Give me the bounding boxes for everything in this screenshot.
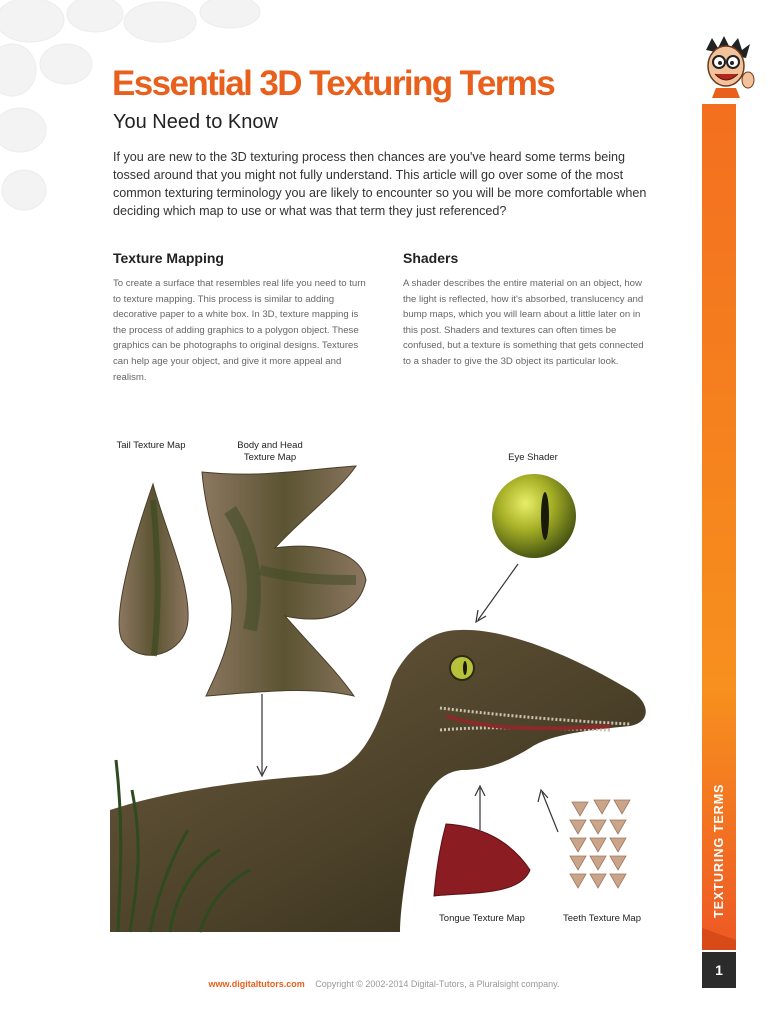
section-heading: Texture Mapping: [113, 250, 224, 266]
teeth-texture-map: [570, 800, 630, 888]
footer-site-link[interactable]: www.digitaltutors.com: [208, 979, 305, 989]
dinosaur-illustration: [110, 430, 670, 940]
page-title: Essential 3D Texturing Terms: [112, 64, 555, 103]
dinosaur-model: [110, 630, 646, 932]
caption-teeth: Teeth Texture Map: [563, 913, 641, 924]
eye-arrow: [478, 564, 518, 620]
body-head-texture-map: [202, 466, 366, 696]
caption-tongue: Tongue Texture Map: [439, 913, 525, 924]
eye-shader-sphere: [492, 474, 576, 558]
tongue-texture-map: [434, 824, 530, 896]
section-texture-mapping: [113, 250, 368, 385]
caption-tail: Tail Texture Map: [116, 440, 186, 451]
caption-eye-shader: Eye Shader: [508, 452, 558, 463]
sidebar-notch: [702, 928, 736, 950]
footer-copyright: Copyright © 2002-2014 Digital-Tutors, a Pluralsight company.: [315, 979, 560, 989]
page-subtitle: You Need to Know: [113, 111, 278, 133]
page-footer: [0, 979, 768, 989]
caption-body-head: Body and Head Texture Map: [237, 440, 303, 463]
page-number: 1: [702, 952, 736, 988]
sidebar-section-label: TEXTURING TERMS: [712, 783, 726, 918]
tail-texture-map: [119, 484, 188, 656]
section-shaders: [403, 250, 653, 370]
section-body: To create a surface that resembles real life you need to turn to texture mapping. This process is similar to adding decorative paper to a white box. In 3D, texture mapping is the process of adding graphics to a polygon object. These graphics can be photographs to original designs. Textures can help age your object, and give it more appeal and realism.: [113, 278, 366, 383]
teeth-arrow: [542, 792, 558, 832]
section-body: A shader describes the entire material on an object, how the light is reflected, how it's absorbed, translucency and bump maps, which you will learn about a little later on in this post. Shaders and textures can often times be confused, but a texture is something that gets connected to a shader to give the 3D object its particular look.: [403, 278, 644, 367]
intro-paragraph: If you are new to the 3D texturing process then chances are you've heard some terms being tossed around that you might not fully understand. This article will go over some of the most common texturing terminology you are likely to encounter so you will be more comfortable when deciding which map to use or what was that term they just referenced?: [113, 150, 647, 218]
section-heading: Shaders: [403, 250, 459, 266]
mascot-logo: [698, 34, 756, 98]
dinosaur-texture-figure: [110, 430, 670, 940]
